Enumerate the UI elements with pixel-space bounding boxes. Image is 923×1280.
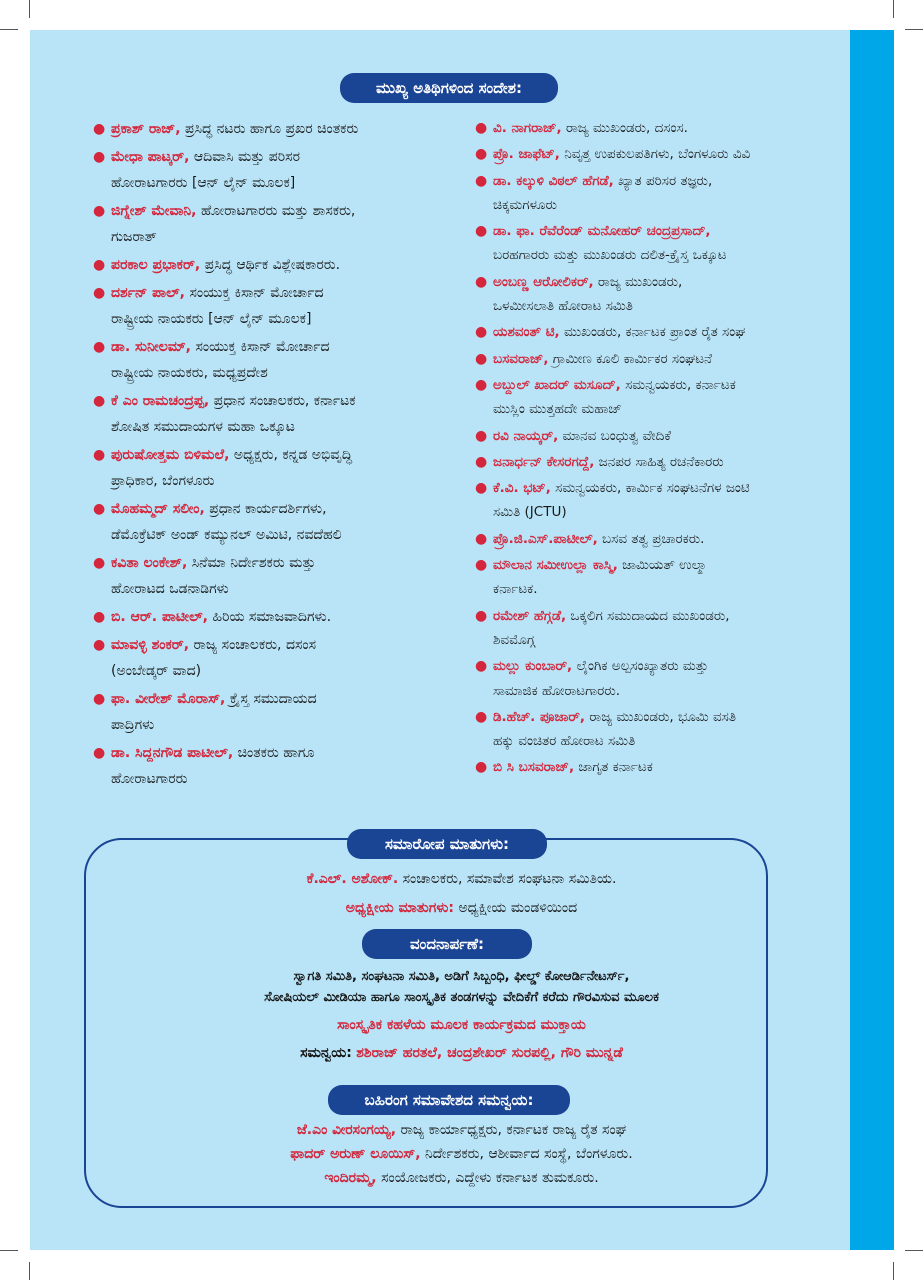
guest-name: ಪ್ರಕಾಶ್ ರಾಜ್, bbox=[111, 121, 181, 137]
guest-desc-continued: ಹೋರಾಟದ ಒಡನಾಡಿಗಳು bbox=[111, 581, 229, 597]
guest-line bbox=[111, 496, 465, 522]
guest-item bbox=[93, 604, 465, 630]
guest-name: ಕೆ.ವಿ. ಭಟ್, bbox=[493, 480, 551, 497]
guest-desc: ಜನಪರ ಸಾಹಿತ್ಯ ರಚನೆಕಾರರು bbox=[598, 453, 724, 470]
guest-desc: ಪ್ರಧಾನ ಕಾರ್ಯದರ್ಶಿಗಳು, bbox=[209, 501, 327, 517]
guest-item bbox=[475, 373, 845, 422]
bullet-icon: ● bbox=[93, 339, 106, 355]
guest-line bbox=[111, 740, 465, 766]
bullet-icon: ● bbox=[475, 427, 488, 444]
closing-name: ಕೆ.ಎಲ್. ಅಶೋಕ್. bbox=[306, 871, 399, 887]
guest-item bbox=[475, 116, 845, 140]
guest-desc: ಚಿಂತಕರು ಹಾಗೂ bbox=[237, 745, 315, 761]
presidential-label: ಅಧ್ಯಕ್ಷೀಯ ಮಾತುಗಳು: bbox=[345, 900, 454, 916]
crop-mark bbox=[29, 1262, 30, 1280]
guest-line bbox=[493, 142, 845, 166]
coordination-names: ಶಶಿರಾಜ್ ಹರತಲೆ, ಚಂದ್ರಶೇಖರ್ ಸುರಪಲ್ಲಿ, ಗೌರಿ ಮುನ್ನಡೆ bbox=[356, 1045, 623, 1061]
guest-name: ಯಶವಂತ್ ಟಿ, bbox=[493, 324, 560, 341]
guest-line bbox=[111, 632, 465, 658]
guest-desc-continued: ಪಾದ್ರಿಗಳು bbox=[111, 717, 155, 733]
guest-line bbox=[493, 347, 845, 371]
closing-heading: ಸಮಾರೋಪ ಮಾತುಗಳು: bbox=[347, 829, 547, 859]
guest-desc-continued: ಶೋಷಿತ ಸಮುದಾಯಗಳ ಮಹಾ ಒಕ್ಕೂಟ bbox=[111, 419, 295, 435]
guest-item bbox=[475, 476, 845, 525]
guest-name: ದರ್ಶನ್ ಪಾಲ್, bbox=[111, 285, 186, 301]
guest-line bbox=[493, 373, 845, 397]
guest-line bbox=[111, 442, 465, 468]
guest-desc: ಸಂಯುಕ್ತ ಕಿಸಾನ್ ಮೋರ್ಚಾದ bbox=[195, 339, 330, 355]
public-row-desc: ನಿರ್ದೇಶಕರು, ಆಶೀರ್ವಾದ ಸಂಸ್ಥೆ, ಬೆಂಗಳೂರು. bbox=[424, 1146, 633, 1162]
guest-name: ಬಿ. ಆರ್. ಪಾಟೀಲ್, bbox=[111, 609, 208, 625]
guest-desc: ಲೈಂಗಿಕ ಅಲ್ಪಸಂಖ್ಯಾತರು ಮತ್ತು bbox=[576, 658, 709, 675]
guest-item bbox=[475, 450, 845, 474]
public-row-desc: ಸಂಯೋಜಕರು, ಎದ್ದೇಳು ಕರ್ನಾಟಕ ತುಮಕೂರು. bbox=[381, 1170, 599, 1186]
guest-desc: ಜಾಮಿಯತ್ ಉಲ್ಮಾ bbox=[622, 557, 708, 574]
guest-item bbox=[475, 755, 845, 779]
bullet-icon: ● bbox=[475, 146, 488, 163]
guest-item bbox=[475, 654, 845, 703]
guest-line bbox=[493, 604, 845, 628]
guest-line bbox=[111, 550, 465, 576]
bullet-icon: ● bbox=[475, 658, 488, 675]
closing-line-2 bbox=[0, 900, 923, 916]
guest-line bbox=[493, 755, 845, 779]
crop-mark bbox=[29, 0, 30, 18]
guest-desc: ಹಿರಿಯ ಸಮಾಜವಾದಿಗಳು. bbox=[212, 609, 332, 625]
guest-item bbox=[475, 553, 845, 602]
guest-line bbox=[111, 198, 465, 224]
guest-line bbox=[493, 705, 845, 729]
guest-item bbox=[93, 116, 465, 142]
guest-desc: ಜಾಗೃತ ಕರ್ನಾಟಕ bbox=[578, 759, 653, 776]
guest-desc-continued: ಪ್ರಾಧಿಕಾರ, ಬೆಂಗಳೂರು bbox=[111, 473, 215, 489]
guest-line bbox=[111, 686, 465, 712]
bullet-icon: ● bbox=[475, 453, 488, 470]
guest-item bbox=[475, 347, 845, 371]
bullet-icon: ● bbox=[475, 324, 488, 341]
bullet-icon: ● bbox=[93, 149, 106, 165]
bullet-icon: ● bbox=[475, 120, 488, 136]
coordination-line bbox=[0, 1045, 923, 1061]
guest-desc: ಪ್ರಸಿದ್ಧ ಆರ್ಥಿಕ ವಿಶ್ಲೇಷಕಾರರು. bbox=[204, 257, 341, 273]
public-row-name: ಜೆ.ಎಂ ವೀರಸಂಗಯ್ಯ, bbox=[296, 1122, 397, 1138]
guest-desc: ರಾಜ್ಯ ಸಂಚಾಲಕರು, ದಸಂಸ bbox=[193, 637, 317, 653]
crop-mark bbox=[893, 1262, 894, 1280]
guest-desc-continued: ಹಕ್ಕು ವಂಚಿತರ ಹೋರಾಟ ಸಮಿತಿ bbox=[493, 733, 636, 750]
bullet-icon: ● bbox=[93, 257, 106, 273]
guest-item bbox=[475, 142, 845, 166]
guest-item bbox=[93, 252, 465, 278]
guest-desc-continued: (ಅಂಬೇಡ್ಕರ್ ವಾದ) bbox=[111, 663, 202, 679]
guest-item bbox=[475, 320, 845, 344]
guest-name: ಡಾ. ಸುನೀಲಮ್, bbox=[111, 339, 191, 355]
guest-name: ಪುರುಷೋತ್ತಮ ಬಿಳಿಮಲೆ, bbox=[111, 447, 230, 463]
guest-desc-continued: ಸಾಮಾಜಿಕ ಹೋರಾಟಗಾರರು. bbox=[493, 682, 621, 699]
guest-desc-continued: ಶಿವಮೊಗ್ಗ bbox=[493, 631, 535, 648]
bullet-icon: ● bbox=[93, 501, 106, 517]
guest-item bbox=[93, 632, 465, 684]
guest-line bbox=[493, 654, 845, 678]
guest-name: ಅಬ್ದುಲ್ ಖಾದರ್ ಮಸೂದ್, bbox=[493, 376, 621, 393]
guest-line bbox=[111, 334, 465, 360]
bullet-icon: ● bbox=[475, 480, 488, 497]
guest-desc: ಪ್ರಸಿದ್ಧ ನಟರು ಹಾಗೂ ಪ್ರಖರ ಚಿಂತಕರು bbox=[184, 121, 359, 137]
guest-line bbox=[493, 424, 845, 448]
bullet-icon: ● bbox=[475, 350, 488, 367]
thanks-line-3: ಸಾಂಸ್ಕೃತಿಕ ಕಹಳೆಯ ಮೂಲಕ ಕಾರ್ಯಕ್ರಮದ ಮುಕ್ತಾಯ bbox=[337, 1017, 586, 1033]
thanks-heading: ವಂದನಾರ್ಪಣೆ: bbox=[362, 929, 532, 959]
guest-name: ಡಾ. ಸಿದ್ದನಗೌಡ ಪಾಟೀಲ್, bbox=[111, 745, 234, 761]
guest-desc: ಮಾನವ ಬಂಧುತ್ವ ವೇದಿಕೆ bbox=[562, 427, 672, 444]
public-row-name: ಫಾದರ್ ಅರುಣ್ ಲೂಯಿಸ್, bbox=[290, 1146, 421, 1162]
guest-item bbox=[475, 705, 845, 754]
public-row-3 bbox=[0, 1170, 923, 1186]
guest-desc: ರಾಜ್ಯ ಮುಖಂಡರು, ದಸಂಸ. bbox=[565, 120, 688, 136]
bullet-icon: ● bbox=[475, 376, 488, 393]
guest-line bbox=[493, 553, 845, 577]
bullet-icon: ● bbox=[475, 759, 488, 776]
bullet-icon: ● bbox=[475, 273, 488, 290]
guest-desc-continued: ಬರಹಗಾರರು ಮತ್ತು ಮುಖಂಡರು ದಲಿತ-ಕ್ರೈಸ್ತ ಒಕ್ಕೂಟ bbox=[493, 247, 727, 264]
guest-line bbox=[493, 476, 845, 500]
guest-name: ಪ್ರೊ.ಜಿ.ಎಸ್.ಪಾಟೀಲ್, bbox=[493, 530, 598, 547]
guest-desc: ಅಧ್ಯಕ್ಷರು, ಕನ್ನಡ ಅಭಿವೃದ್ಧಿ bbox=[233, 447, 353, 463]
guest-line bbox=[111, 144, 465, 170]
guest-item bbox=[475, 270, 845, 319]
guest-desc-continued: ಹೋರಾಟಗಾರರು bbox=[111, 771, 188, 787]
guest-desc: ಗ್ರಾಮೀಣ ಕೂಲಿ ಕಾರ್ಮಿಕರ ಸಂಘಟನೆ bbox=[552, 350, 713, 367]
guest-desc: ಒಕ್ಕಲಿಗ ಸಮುದಾಯದ ಮುಖಂಡರು, bbox=[570, 607, 730, 624]
guest-name: ಡಿ.ಹೆಚ್. ಪೂಜಾರ್, bbox=[493, 708, 585, 725]
guest-item bbox=[93, 280, 465, 332]
guest-line bbox=[493, 450, 845, 474]
guest-desc: ರಾಜ್ಯ ಮುಖಂಡರು, ಭೂಮಿ ವಸತಿ bbox=[589, 708, 736, 725]
guest-desc-continued: ರಾಷ್ಟ್ರೀಯ ನಾಯಕರು [ಆನ್ ಲೈನ್ ಮೂಲಕ] bbox=[111, 311, 312, 327]
guest-item bbox=[475, 219, 845, 268]
bullet-icon: ● bbox=[475, 223, 488, 240]
guest-line bbox=[493, 116, 845, 140]
guest-desc: ಆದಿವಾಸಿ ಮತ್ತು ಪರಿಸರ bbox=[193, 149, 301, 165]
crop-mark bbox=[0, 1250, 18, 1251]
guest-line bbox=[111, 280, 465, 306]
bullet-icon: ● bbox=[475, 172, 488, 189]
closing-desc: ಸಂಚಾಲಕರು, ಸಮಾವೇಶ ಸಂಘಟನಾ ಸಮಿತಿಯ. bbox=[402, 871, 617, 887]
guest-item bbox=[93, 550, 465, 602]
guest-desc: ಸಂಯುಕ್ತ ಕಿಸಾನ್ ಮೋರ್ಚಾದ bbox=[189, 285, 324, 301]
side-stripe bbox=[850, 30, 894, 1250]
guest-name: ಅಂಬಣ್ಣ ಆರೋಲಿಕರ್, bbox=[493, 273, 594, 290]
guest-line bbox=[111, 388, 465, 414]
guest-line bbox=[111, 252, 465, 278]
guest-item bbox=[475, 604, 845, 653]
guest-desc-continued: ಕರ್ನಾಟಕ. bbox=[493, 581, 538, 598]
guest-desc: ಮುಖಂಡರು, ಕರ್ನಾಟಕ ಪ್ರಾಂತ ರೈತ ಸಂಘ bbox=[563, 324, 746, 341]
guest-item bbox=[93, 442, 465, 494]
bullet-icon: ● bbox=[93, 121, 106, 137]
guest-desc: ನಿವೃತ್ತ ಉಪಕುಲಪತಿಗಳು, ಬೆಂಗಳೂರು ವಿವಿ bbox=[564, 146, 751, 163]
guest-desc: ಸಮನ್ವಯಕರು, ಕಾರ್ಮಿಕ ಸಂಘಟನೆಗಳ ಜಂಟಿ bbox=[555, 480, 750, 497]
bullet-icon: ● bbox=[93, 609, 106, 625]
guest-name: ಮೇಧಾ ಪಾಟ್ಕರ್, bbox=[111, 149, 190, 165]
guest-name: ವಿ. ನಾಗರಾಜ್, bbox=[493, 120, 562, 136]
guest-name: ಜಿಗ್ನೇಶ್ ಮೇವಾನಿ, bbox=[111, 203, 197, 219]
bullet-icon: ● bbox=[93, 285, 106, 301]
thanks-line-2: ಸೋಷಿಯಲ್ ಮೀಡಿಯಾ ಹಾಗೂ ಸಾಂಸ್ಕೃತಿಕ ತಂಡಗಳನ್ನು ವೇದಿಕೆಗೆ ಕರೆದು ಗೌರವಿಸುವ ಮೂಲಕ bbox=[264, 990, 659, 1005]
guest-desc: ಬಸವ ತತ್ವ ಪ್ರಚಾರಕರು. bbox=[602, 530, 705, 547]
guest-name: ಬಸವರಾಜ್, bbox=[493, 350, 549, 367]
thanks-line-1: ಸ್ವಾಗತಿ ಸಮಿತಿ, ಸಂಘಟನಾ ಸಮಿತಿ, ಅಡಿಗೆ ಸಿಬ್ಬಂಧಿ, ಫೀಲ್ಡ್ ಕೋಆರ್ಡಿನೇಟರ್ಸ್, bbox=[293, 969, 630, 984]
guest-item bbox=[93, 686, 465, 738]
crop-mark bbox=[905, 1250, 923, 1251]
guest-desc: ಹೋರಾಟಗಾರರು ಮತ್ತು ಶಾಸಕರು, bbox=[200, 203, 356, 219]
bullet-icon: ● bbox=[475, 607, 488, 624]
guest-name: ಕೆ ಎಂ ರಾಮಚಂದ್ರಪ್ಪ, bbox=[111, 393, 210, 409]
guest-line bbox=[493, 169, 845, 193]
public-row-1 bbox=[0, 1122, 923, 1138]
guest-name: ರಮೇಶ್ ಹೆಗ್ಗಡೆ, bbox=[493, 607, 567, 624]
guest-name: ಮಾವಳ್ಳಿ ಶಂಕರ್, bbox=[111, 637, 190, 653]
guest-name: ಪ್ರೊ. ಜಾಫೆಟ್, bbox=[493, 146, 560, 163]
closing-line-1 bbox=[0, 871, 923, 887]
guest-desc-continued: ಮುಸ್ಲಿಂ ಮುತ್ತಹದೇ ಮಹಾಜ್ bbox=[493, 401, 622, 418]
guest-item bbox=[475, 169, 845, 218]
guest-line bbox=[493, 270, 845, 294]
right-column bbox=[475, 116, 845, 782]
guest-line bbox=[493, 219, 845, 243]
public-heading: ಬಹಿರಂಗ ಸಮಾವೇಶದ ಸಮನ್ವಯ: bbox=[328, 1085, 570, 1115]
guest-item bbox=[93, 144, 465, 196]
crop-mark bbox=[893, 0, 894, 18]
guest-line bbox=[493, 320, 845, 344]
guest-desc: ಖ್ಯಾತ ಪರಿಸರ ತಜ್ಞರು, bbox=[618, 172, 713, 189]
bullet-icon: ● bbox=[93, 691, 106, 707]
guest-line bbox=[493, 527, 845, 551]
guest-name: ಕವಿತಾ ಲಂಕೇಶ್, bbox=[111, 555, 188, 571]
guest-desc: ಸಿನೆಮಾ ನಿರ್ದೇಶಕರು ಮತ್ತು bbox=[191, 555, 316, 571]
guest-desc-continued: ರಾಷ್ಟ್ರೀಯ ನಾಯಕರು, ಮಧ್ಯಪ್ರದೇಶ bbox=[111, 365, 268, 381]
guest-desc-continued: ಹೋರಾಟಗಾರರು [ಆನ್ ಲೈನ್ ಮೂಲಕ] bbox=[111, 175, 296, 191]
guest-name: ಬಿ ಸಿ ಬಸವರಾಜ್, bbox=[493, 759, 575, 776]
guest-desc-continued: ಒಳಮೀಸಲಾತಿ ಹೋರಾಟ ಸಮಿತಿ bbox=[493, 298, 633, 315]
guests-heading: ಮುಖ್ಯ ಅತಿಥಿಗಳಿಂದ ಸಂದೇಶ: bbox=[340, 73, 558, 103]
guest-desc: ಕ್ರೈಸ್ತ ಸಮುದಾಯದ bbox=[229, 691, 317, 707]
guest-name: ಮಲ್ಲು ಕುಂಬಾರ್, bbox=[493, 658, 573, 675]
public-row-2 bbox=[0, 1146, 923, 1162]
guest-desc-continued: ಚಿಕ್ಕಮಗಳೂರು bbox=[493, 196, 557, 213]
bullet-icon: ● bbox=[93, 447, 106, 463]
presidential-desc: ಅಧ್ಯಕ್ಷೀಯ ಮಂಡಳಿಯಿಂದ bbox=[458, 900, 578, 916]
guest-name: ಜನಾರ್ಧನ್ ಕೇಸರಗದ್ದೆ, bbox=[493, 453, 595, 470]
guest-name: ಮೊಹಮ್ಮದ್ ಸಲೀಂ, bbox=[111, 501, 205, 517]
guest-desc-continued: ಗುಜರಾತ್ bbox=[111, 229, 157, 245]
bullet-icon: ● bbox=[93, 745, 106, 761]
guest-item bbox=[93, 740, 465, 792]
guest-name: ಫಾ. ವೀರೇಶ್ ಮೊರಾಸ್, bbox=[111, 691, 226, 707]
left-column bbox=[93, 116, 465, 794]
guest-item bbox=[93, 388, 465, 440]
guest-desc: ಪ್ರಧಾನ ಸಂಚಾಲಕರು, ಕರ್ನಾಟಕ bbox=[213, 393, 356, 409]
guest-desc-continued: ಸಮಿತಿ (JCTU) bbox=[493, 504, 567, 521]
guest-line bbox=[111, 116, 465, 142]
bullet-icon: ● bbox=[93, 203, 106, 219]
guest-item bbox=[475, 527, 845, 551]
bullet-icon: ● bbox=[475, 530, 488, 547]
crop-mark bbox=[0, 29, 18, 30]
public-row-name: ಇಂದಿರಮ್ಮ, bbox=[324, 1170, 377, 1186]
public-row-desc: ರಾಜ್ಯ ಕಾರ್ಯಾಧ್ಯಕ್ಷರು, ಕರ್ನಾಟಕ ರಾಜ್ಯ ರೈತ ಸಂಘ bbox=[400, 1122, 627, 1138]
bullet-icon: ● bbox=[93, 555, 106, 571]
bullet-icon: ● bbox=[475, 708, 488, 725]
bullet-icon: ● bbox=[475, 557, 488, 574]
guest-line bbox=[111, 604, 465, 630]
guest-name: ಪರಕಾಲ ಪ್ರಭಾಕರ್, bbox=[111, 257, 201, 273]
guest-name: ರವಿ ನಾಯ್ಕರ್, bbox=[493, 427, 559, 444]
guest-name: ಡಾ. ಕಲ್ಕುಳಿ ವಿಠಲ್ ಹೆಗಡೆ, bbox=[493, 172, 614, 189]
guest-desc: ಸಮನ್ವಯಕರು, ಕರ್ನಾಟಕ bbox=[625, 376, 736, 393]
crop-mark bbox=[905, 29, 923, 30]
guest-item bbox=[93, 334, 465, 386]
bullet-icon: ● bbox=[93, 393, 106, 409]
guest-desc-continued: ಡೆಮೊಕ್ರೆಟಿಕ್ ಅಂಡ್ ಕಮ್ಯುನಲ್ ಅಮಿಟಿ, ನವದೆಹಲಿ bbox=[111, 527, 342, 543]
bullet-icon: ● bbox=[93, 637, 106, 653]
guest-name: ಡಾ. ಫಾ. ರೆವೆರೆಂಡ್ ಮನೋಹರ್ ಚಂದ್ರಪ್ರಸಾದ್, bbox=[493, 223, 711, 240]
guest-name: ಮೌಲಾನ ಸಮೀಉಲ್ಲಾ ಕಾಸ್ಮಿ, bbox=[493, 557, 618, 574]
guest-item bbox=[475, 424, 845, 448]
guest-item bbox=[93, 496, 465, 548]
guest-item bbox=[93, 198, 465, 250]
guest-desc: ರಾಜ್ಯ ಮುಖಂಡರು, bbox=[597, 273, 683, 290]
coordination-label: ಸಮನ್ವಯ: bbox=[300, 1045, 352, 1061]
